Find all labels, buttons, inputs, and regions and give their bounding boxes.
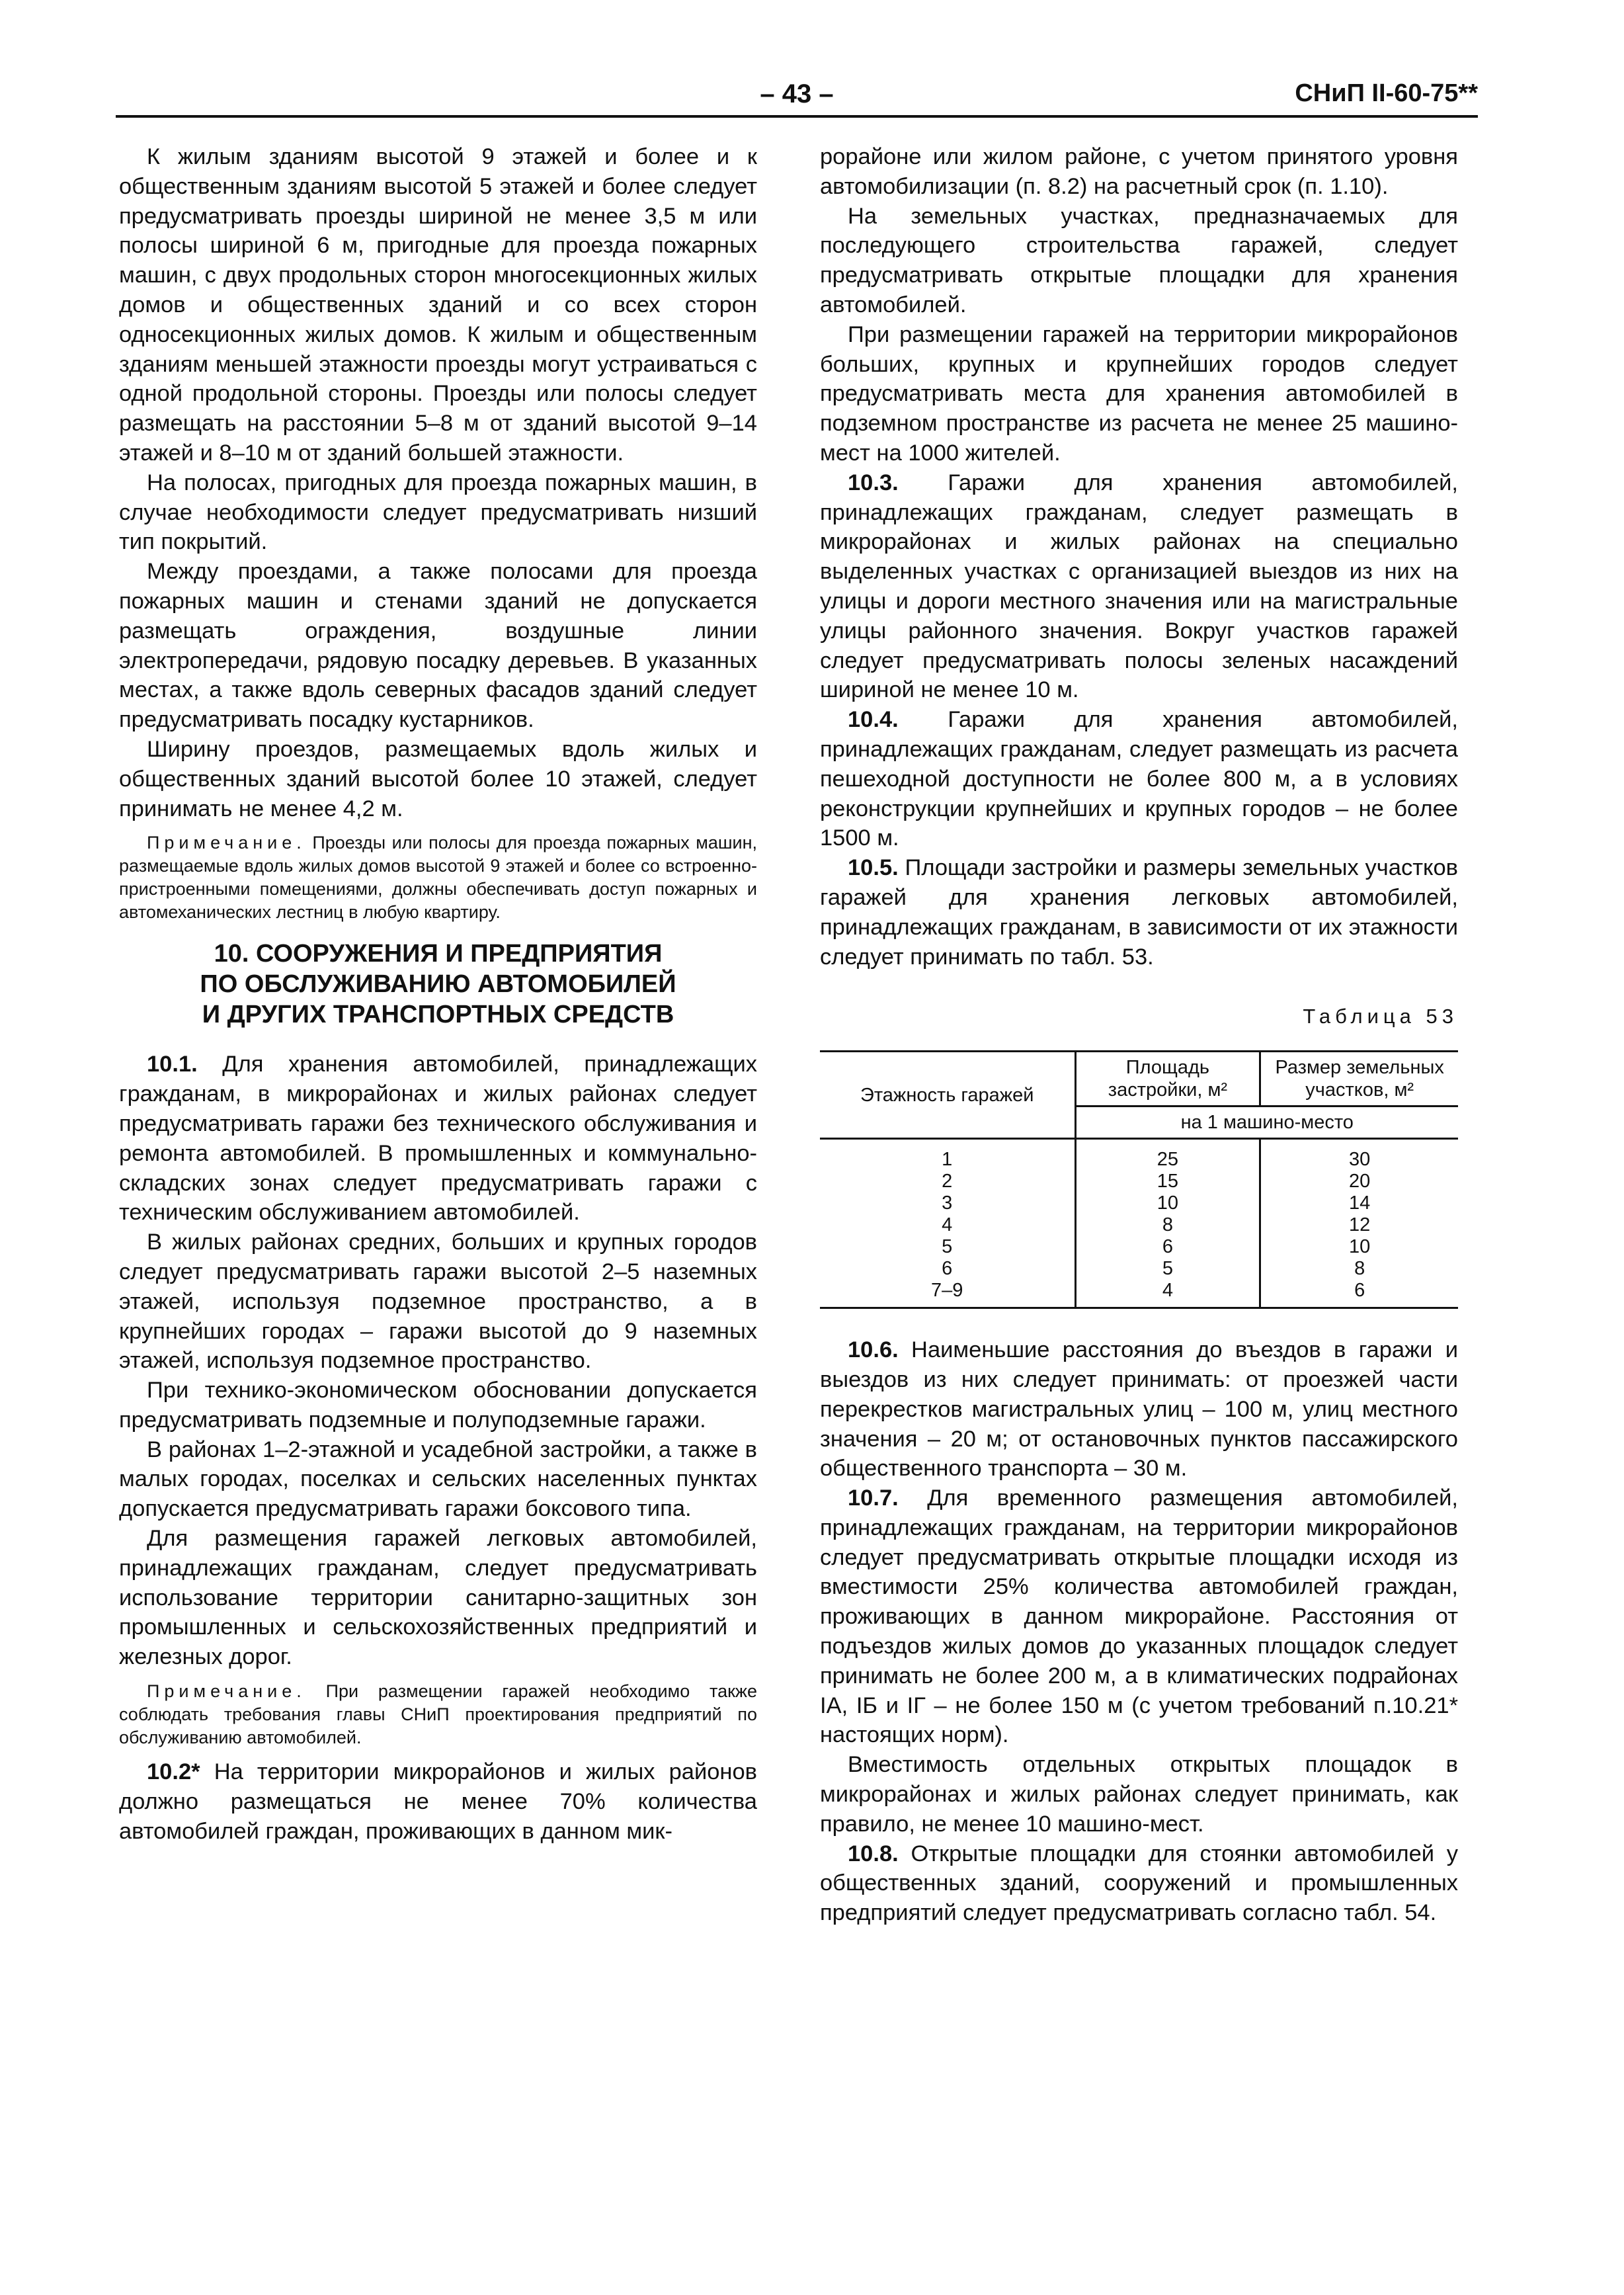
cell-floors: 6 bbox=[820, 1258, 1075, 1280]
clause-text: На территории микрорайонов и жилых районов должно размещаться не менее 70% количества автомобилей граждан, проживающих в данном мик- bbox=[119, 1759, 757, 1844]
clause-number: 10.2* bbox=[147, 1759, 200, 1785]
cell-floors: 4 bbox=[820, 1214, 1075, 1236]
paragraph: В районах 1–2-этажной и усадебной застройки, а также в малых городах, поселках и сельских населенных пунктах допускается предусматривать гаражи боксового типа. bbox=[119, 1437, 757, 1522]
table-row bbox=[820, 1280, 1458, 1308]
note-1 bbox=[119, 831, 757, 924]
cell-area: 5 bbox=[1075, 1258, 1260, 1280]
section-title bbox=[119, 939, 757, 1030]
clause-10-6 bbox=[820, 1335, 1458, 1483]
section-title-line: И ДРУГИХ ТРАНСПОРТНЫХ СРЕДСТВ bbox=[202, 1001, 674, 1029]
cell-area: 8 bbox=[1075, 1214, 1260, 1236]
paragraph: В жилых районах средних, больших и крупных городов следует предусматривать гаражи высотой 2–5 наземных этажей, используя подземное пространство, а в крупнейших городах – гаражи высотой до 9 наземных этажей, используя подземное пространство. bbox=[119, 1230, 757, 1374]
paragraph: рорайоне или жилом районе, с учетом принятого уровня автомобилизации (п. 8.2) на расчетный срок (п. 1.10). bbox=[820, 144, 1458, 199]
cell-land: 30 bbox=[1349, 1149, 1371, 1171]
table-subheader: на 1 машино-место bbox=[1075, 1106, 1458, 1139]
paragraph: Для размещения гаражей легковых автомобилей, принадлежащих гражданам, следует предусматривать использование территории санитарно-защитных зон промышленных и сельскохозяйственных предприятий и железных дорог. bbox=[119, 1526, 757, 1670]
paragraph: К жилым зданиям высотой 9 этажей и более и к общественным зданиям высотой 5 этажей и более следует предусматривать проезды шириной не менее 3,5 м или полосы шириной 6 м, пригодные для проезда пожарных машин, с двух продольных сторон многосекционных жилых домов и общественных зданий и со всех сторон односекционных жилых домов. К жилым и общественным зданиям меньшей этажности проезды могут устраиваться с одной продольной стороны. Проезды или полосы следует размещать на расстоянии 5–8 м от зданий высотой 9–14 этажей и 8–10 м от зданий большей этажности. bbox=[119, 144, 757, 466]
clause-text: Площади застройки и размеры земельных участков гаражей для хранения легковых автомобилей, принадлежащих гражданам, в зависимости от их этажности следует принимать по табл. 53. bbox=[820, 855, 1459, 970]
table-row bbox=[820, 1171, 1458, 1192]
cell-area: 10 bbox=[1075, 1192, 1260, 1214]
spacer bbox=[820, 1309, 1458, 1335]
paragraph: Вместимость отдельных открытых площадок в микрорайонах и жилых районах следует принимать, как правило, не менее 10 машино-мест. bbox=[820, 1752, 1458, 1837]
clause-10-1 bbox=[119, 1050, 757, 1228]
paragraph: Ширину проездов, размещаемых вдоль жилых и общественных зданий высотой более 10 этажей, следует принимать не менее 4,2 м. bbox=[119, 736, 757, 821]
table-row bbox=[820, 1192, 1458, 1214]
note-text: Проезды или полосы для проезда пожарных машин, размещаемые вдоль жилых домов высотой 9 этажей и более со встроенно-пристроенными помещениями, должны обеспечивать доступ пожарных и автомеханических лестниц в любую квартиру. bbox=[119, 833, 757, 923]
section-title-line: 10. СООРУЖЕНИЯ И ПРЕДПРИЯТИЯ bbox=[214, 940, 663, 968]
document-code: СНиП II-60-75** bbox=[1295, 79, 1478, 107]
table-header-area: Площадь застройки, м² bbox=[1075, 1052, 1260, 1106]
note-text: При размещении гаражей необходимо также соблюдать требования главы СНиП проектирования предприятий по обслуживанию автомобилей. bbox=[119, 1681, 757, 1748]
cell-floors: 2 bbox=[820, 1171, 1075, 1192]
table-caption: Таблица 53 bbox=[1303, 1005, 1458, 1028]
clause-10-4 bbox=[820, 705, 1458, 853]
cell-area: 25 bbox=[1075, 1139, 1260, 1171]
cell-floors: 7–9 bbox=[820, 1280, 1075, 1308]
clause-number: 10.1. bbox=[147, 1052, 198, 1077]
note-2 bbox=[119, 1680, 757, 1749]
table-header-land: Размер земельных участков, м² bbox=[1260, 1052, 1458, 1106]
clause-text: Открытые площадки для стоянки автомобилей у общественных зданий, сооружений и промышленных предприятий следует предусматривать согласно табл. 54. bbox=[820, 1841, 1458, 1926]
clause-text: Гаражи для хранения автомобилей, принадлежащих гражданам, следует размещать в микрорайонах и жилых районах на специально выделенных участках с организацией выездов из них на улицы и дороги местного значения или на магистральные улицы районного значения. Вокруг участков гаражей следует предусматривать полосы зеленых насаждений шириной не менее 10 м. bbox=[820, 470, 1458, 703]
clause-10-7 bbox=[820, 1483, 1458, 1750]
clause-number: 10.5. bbox=[848, 855, 899, 881]
clause-number: 10.4. bbox=[848, 707, 899, 733]
cell-floors: 3 bbox=[820, 1192, 1075, 1214]
left-column bbox=[119, 142, 757, 1846]
cell-area: 15 bbox=[1075, 1171, 1260, 1192]
paragraph: Между проездами, а также полосами для проезда пожарных машин и стенами зданий не допускается размещать ограждения, воздушные линии электропередачи, рядовую посадку деревьев. В указанных местах, а также вдоль северных фасадов зданий следует предусматривать посадку кустарников. bbox=[119, 559, 757, 733]
right-column bbox=[820, 142, 1458, 1928]
section-title-line: ПО ОБСЛУЖИВАНИЮ АВТОМОБИЛЕЙ bbox=[200, 970, 676, 999]
clause-10-3 bbox=[820, 468, 1458, 705]
note-label: Примечание. bbox=[147, 833, 306, 853]
clause-number: 10.8. bbox=[848, 1841, 899, 1866]
cell-land: 20 bbox=[1349, 1171, 1371, 1192]
table-row bbox=[820, 1258, 1458, 1280]
spacer bbox=[119, 1672, 757, 1680]
header-rule bbox=[116, 115, 1478, 118]
table-53 bbox=[820, 1050, 1458, 1309]
clause-text: Наименьшие расстояния до въездов в гаражи и выездов из них следует принимать: от проезжей части перекрестков магистральных улиц – 100 м, улиц местного значения – 20 м; от остановочных пунктов пассажирского общественного транспорта – 30 м. bbox=[820, 1337, 1458, 1481]
note-label: Примечание. bbox=[147, 1681, 306, 1702]
clause-text: Для временного размещения автомобилей, принадлежащих гражданам, на территории микрорайонов следует предусматривать открытые площадки исходя из вместимости 25% количества автомобилей граждан, проживающих в данном микрорайоне. Расстояния от подъездов жилых домов до указанных площадок следует принимать не более 200 м, а в климатических подрайонах IА, IБ и IГ – не более 150 м (с учетом требований п.10.21* настоящих норм). bbox=[820, 1485, 1458, 1748]
cell-area: 6 bbox=[1075, 1236, 1260, 1258]
paragraph: При размещении гаражей на территории микрорайонов больших, крупных и крупнейших городов следует предусматривать места для хранения автомобилей в подземном пространстве из расчета не менее 25 машино-мест на 1000 жителей. bbox=[820, 321, 1458, 466]
table-row bbox=[820, 1214, 1458, 1236]
clause-text: Гаражи для хранения автомобилей, принадлежащих гражданам, следует размещать из расчета пешеходной доступности не более 800 м, а в условиях реконструкции крупнейших и крупных городов – не более 1500 м. bbox=[820, 707, 1458, 851]
paragraph: На полосах, пригодных для проезда пожарных машин, в случае необходимости следует предусматривать низший тип покрытий. bbox=[119, 470, 757, 555]
clause-text: Для хранения автомобилей, принадлежащих гражданам, в микрорайонах и жилых районах следует предусматривать гаражи без технического обслуживания и ремонта автомобилей. В промышленных и коммунально-складских зонах следует предусматривать гаражи с техническим обслуживанием автомобилей. bbox=[119, 1052, 757, 1226]
cell-floors: 5 bbox=[820, 1236, 1075, 1258]
spacer bbox=[119, 823, 757, 831]
cell-land: 8 bbox=[1354, 1258, 1365, 1280]
table-header-floors: Этажность гаражей bbox=[820, 1052, 1075, 1139]
spacer bbox=[119, 1749, 757, 1757]
cell-floors: 1 bbox=[820, 1139, 1075, 1171]
table-row bbox=[820, 1236, 1458, 1258]
clause-10-5 bbox=[820, 853, 1458, 972]
paragraph: На земельных участках, предназначаемых для последующего строительства гаражей, следует предусматривать открытые площадки для хранения автомобилей. bbox=[820, 203, 1458, 317]
clause-number: 10.3. bbox=[848, 470, 899, 495]
clause-number: 10.7. bbox=[848, 1485, 899, 1511]
clause-10-8 bbox=[820, 1839, 1458, 1928]
page-header bbox=[116, 74, 1478, 120]
cell-land: 14 bbox=[1349, 1192, 1371, 1214]
cell-land: 6 bbox=[1354, 1280, 1365, 1302]
cell-land: 12 bbox=[1349, 1214, 1371, 1236]
clause-number: 10.6. bbox=[848, 1337, 899, 1363]
table-body bbox=[820, 1139, 1458, 1308]
paragraph: При технико-экономическом обосновании допускается предусматривать подземные и полуподземные гаражи. bbox=[119, 1378, 757, 1433]
cell-land: 10 bbox=[1349, 1236, 1371, 1258]
cell-area: 4 bbox=[1075, 1280, 1260, 1308]
clause-10-2 bbox=[119, 1757, 757, 1846]
page-number: – 43 – bbox=[760, 79, 834, 108]
table-row bbox=[820, 1139, 1458, 1171]
